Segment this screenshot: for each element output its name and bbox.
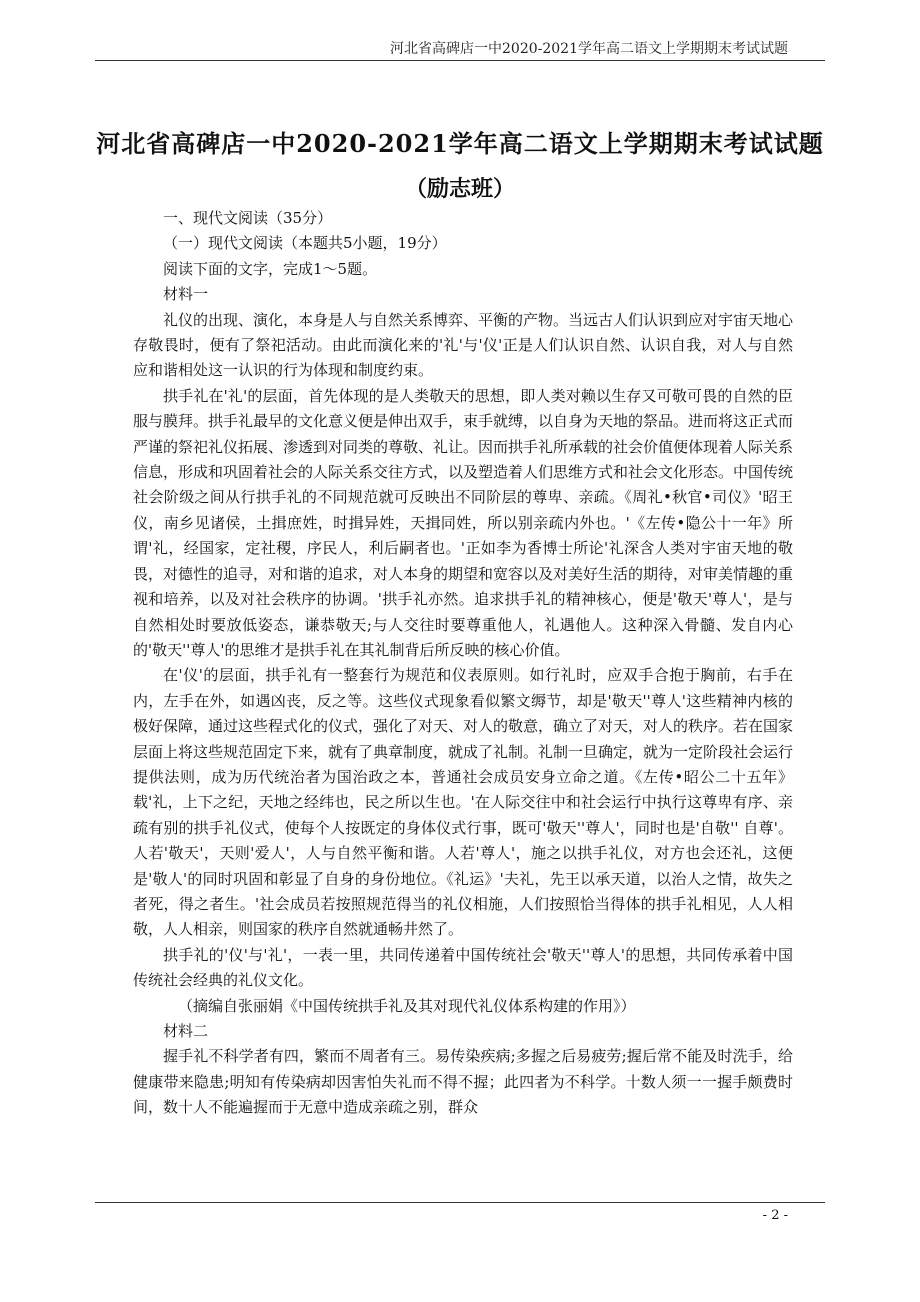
paragraph: 礼仪的出现、演化，本身是人与自然关系博弈、平衡的产物。当远古人们认识到应对宇宙天地心存敬畏时，便有了祭祀活动。由此而演化来的'礼'与'仪'正是人们认识自然、认识自我，对人与自然应和谐相处这一认识的行为体现和制度约束。 (133, 310, 794, 380)
paragraph: 拱手礼的'仪'与'礼'，一表一里，共同传递着中国传统社会'敬天''尊人'的思想，共同传承着中国传统社会经典的礼仪文化。 (133, 945, 793, 990)
instruction-text: 阅读下面的文字，完成1～5题。 (163, 259, 378, 278)
subsection-heading: （一）现代文阅读（本题共5小题，19分） (163, 234, 447, 253)
paragraph: 在'仪'的层面，拱手礼有一整套行为规范和仪表原则。如行礼时，应双手合抱于胸前，右手在内，左手在外，如遇凶丧，反之等。这些仪式现象看似繁文缛节，却是'敬天''尊人'这些精神内核的极好保障，通过这些程式化的仪式，强化了对天、对人的敬意，确立了对天，对人的秩序。若在国家层面上将这些规范固定下来，就有了典章制度，就成了礼制。礼制一旦确定，就为一定阶段社会运行提供法则，成为历代统治者为国治政之本，普通社会成员安身立命之道。《左传•昭公二十五年》载'礼，上下之纪，天地之经纬也，民之所以生也。'在人际交往中和社会运行中执行这尊卑有序、亲疏有别的拱手礼仪式，使每个人按既定的身体仪式行事，既可'敬天''尊人'，同时也是'自敬'' 自尊'。人若'敬天'，天则'爱人'，人与自然平衡和谐。人若'尊人'，施之以拱手礼仪，对方也会还礼，这便是'敬人'的同时巩固和彰显了自身的身份地位。《礼运》'夫礼，先王以承天道，以治人之情，故失之者死，得之者生。'社会成员若按照规范得当的礼仪相施，人们按照恰当得体的拱手礼相见，人人相敬，人人相亲，则国家的秩序自然就通畅井然了。 (133, 666, 794, 939)
material-label: 材料二 (163, 1022, 209, 1040)
header-divider (95, 60, 825, 61)
document-title: 河北省高碑店一中2020-2021学年高二语文上学期期末考试试题 (96, 129, 824, 158)
footer-divider (95, 1202, 825, 1203)
running-header: 河北省高碑店一中2020-2021学年高二语文上学期期末考试试题 (390, 41, 788, 57)
paragraph: 握手礼不科学者有四，繁而不周者有三。易传染疾病;多握之后易疲劳;握后常不能及时洗手，给健康带来隐患;明知有传染病却因害怕失礼而不得不握；此四者为不科学。十数人须一一握手颇费时间，数十人不能遍握而于无意中造成亲疏之别，群众 (133, 1047, 793, 1117)
document-subtitle: （励志班） (404, 176, 515, 202)
section-heading: 一、现代文阅读（35分） (163, 209, 333, 227)
source-citation: （摘编自张丽娟《中国传统拱手礼及其对现代礼仪体系构建的作用》） (178, 996, 636, 1015)
material-label: 材料一 (163, 285, 209, 304)
document-body (133, 206, 793, 1121)
paragraph: 拱手礼在'礼'的层面，首先体现的是人类敬天的思想，即人类对赖以生存又可敬可畏的自然的臣服与膜拜。拱手礼最早的文化意义便是伸出双手，束手就缚，以自身为天地的祭品。进而将这正式而严谨的祭祀礼仪拓展、渗透到对同类的尊敬、礼让。因而拱手礼所承载的社会价值便体现着人际关系信息，形成和巩固着社会的人际关系交往方式，以及塑造着人们思维方式和社会文化形态。中国传统社会阶级之间从行拱手礼的不同规范就可反映出不同阶层的尊卑、亲疏。《周礼•秋官•司仪》'昭王仪，南乡见诸侯，土揖庶姓，时揖异姓，天揖同姓，所以别亲疏内外也。'《左传•隐公十一年》所谓'礼，经国家，定社稷，序民人，利后嗣者也。'正如李为香博士所论'礼深含人类对宇宙天地的敬畏，对德性的追寻，对和谐的追求，对人本身的期望和宽容以及对美好生活的期待，对审美情趣的重视和培养，以及对社会秩序的协调。'拱手礼亦然。追求拱手礼的精神核心，便是'敬天'尊人'，是与自然相处时要放低姿态，谦恭敬天;与人交往时要尊重他人，礼遇他人。这种深入骨髓、发自内心的'敬天''尊人'的思维才是拱手礼在其礼制背后所反映的核心价值。 (133, 386, 794, 659)
page-number: - 2 - (762, 1208, 788, 1223)
